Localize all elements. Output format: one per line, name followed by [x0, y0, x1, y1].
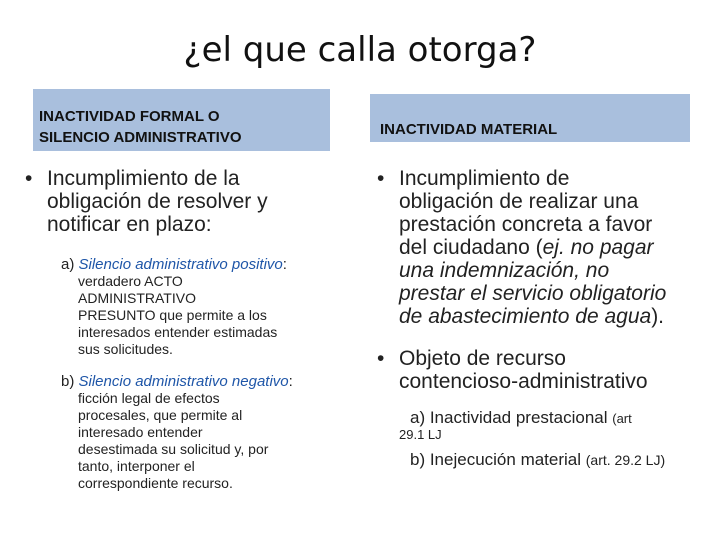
bullet-objeto-recurso [377, 347, 709, 393]
bullet-dot-icon: • [377, 347, 385, 370]
sub-item-silencio-negativo [61, 373, 351, 492]
sub-reference: (art. 29.2 LJ) [585, 452, 666, 468]
bullet-text: ). [651, 305, 665, 328]
bullet-line: notificar en plazo: [47, 213, 212, 236]
sub-item-silencio-positivo [61, 256, 351, 358]
example-text: prestar el servicio obligatorio [399, 282, 667, 305]
bullet-line: obligación de resolver y [47, 190, 268, 213]
sub-reference: (art [612, 411, 632, 426]
header-text: INACTIVIDAD MATERIAL [380, 121, 558, 138]
page-title: ¿el que calla otorga? [183, 30, 537, 70]
sub-reference: 29.1 LJ [399, 427, 442, 442]
header-inactividad-material [370, 94, 690, 142]
sub-line: procesales, que permite al [78, 407, 243, 423]
bullet-incumplimiento-prestacion [377, 167, 709, 328]
bullet-line [399, 305, 709, 328]
header-inactividad-formal [33, 89, 330, 151]
sub-line: ADMINISTRATIVO [78, 290, 196, 306]
sub-line: interesados entender estimadas [78, 324, 278, 340]
bullet-line: contencioso-administrativo [399, 370, 648, 393]
bullet-line [399, 236, 709, 259]
sub-line: sus solicitudes. [78, 341, 173, 357]
example-text: una indemnización, no [399, 259, 610, 282]
sub-text: a) Inactividad prestacional [410, 408, 608, 427]
sub-line: ficción legal de efectos [78, 390, 220, 406]
sub-line: verdadero ACTO [78, 273, 183, 289]
colon: : [282, 256, 287, 273]
example-text: de abastecimiento de agua [399, 305, 652, 328]
header-line: INACTIVIDAD FORMAL O [39, 108, 220, 125]
sub-item-inejecucion-material [410, 450, 710, 470]
sub-text: b) Inejecución material [410, 450, 582, 469]
bullet-line: Incumplimiento de [399, 167, 570, 190]
bullet-line: Incumplimiento de la [47, 167, 240, 190]
bullet-line: obligación de realizar una [399, 190, 639, 213]
sub-prefix: a) [61, 256, 75, 273]
bullet-dot-icon: • [25, 167, 33, 190]
sub-line: desestimada su solicitud y, por [78, 441, 269, 457]
bullet-text: del ciudadano ( [399, 236, 543, 259]
sub-item-inactividad-prestacional [399, 408, 709, 441]
bullet-incumplimiento-resolver [25, 167, 337, 236]
term-silencio-negativo: Silencio administrativo negativo [78, 373, 289, 390]
bullet-dot-icon: • [377, 167, 385, 190]
colon: : [288, 373, 293, 390]
sub-line: interesado entender [78, 424, 203, 440]
sub-line: tanto, interponer el [78, 458, 195, 474]
term-silencio-positivo: Silencio administrativo positivo [78, 256, 283, 273]
header-line: SILENCIO ADMINISTRATIVO [39, 129, 242, 146]
sub-line: correspondiente recurso. [78, 475, 233, 491]
sub-line: PRESUNTO que permite a los [78, 307, 267, 323]
bullet-line: prestación concreta a favor [399, 213, 653, 236]
bullet-line: Objeto de recurso [399, 347, 566, 370]
example-text: ej. no pagar [542, 236, 654, 259]
sub-prefix: b) [61, 373, 75, 390]
